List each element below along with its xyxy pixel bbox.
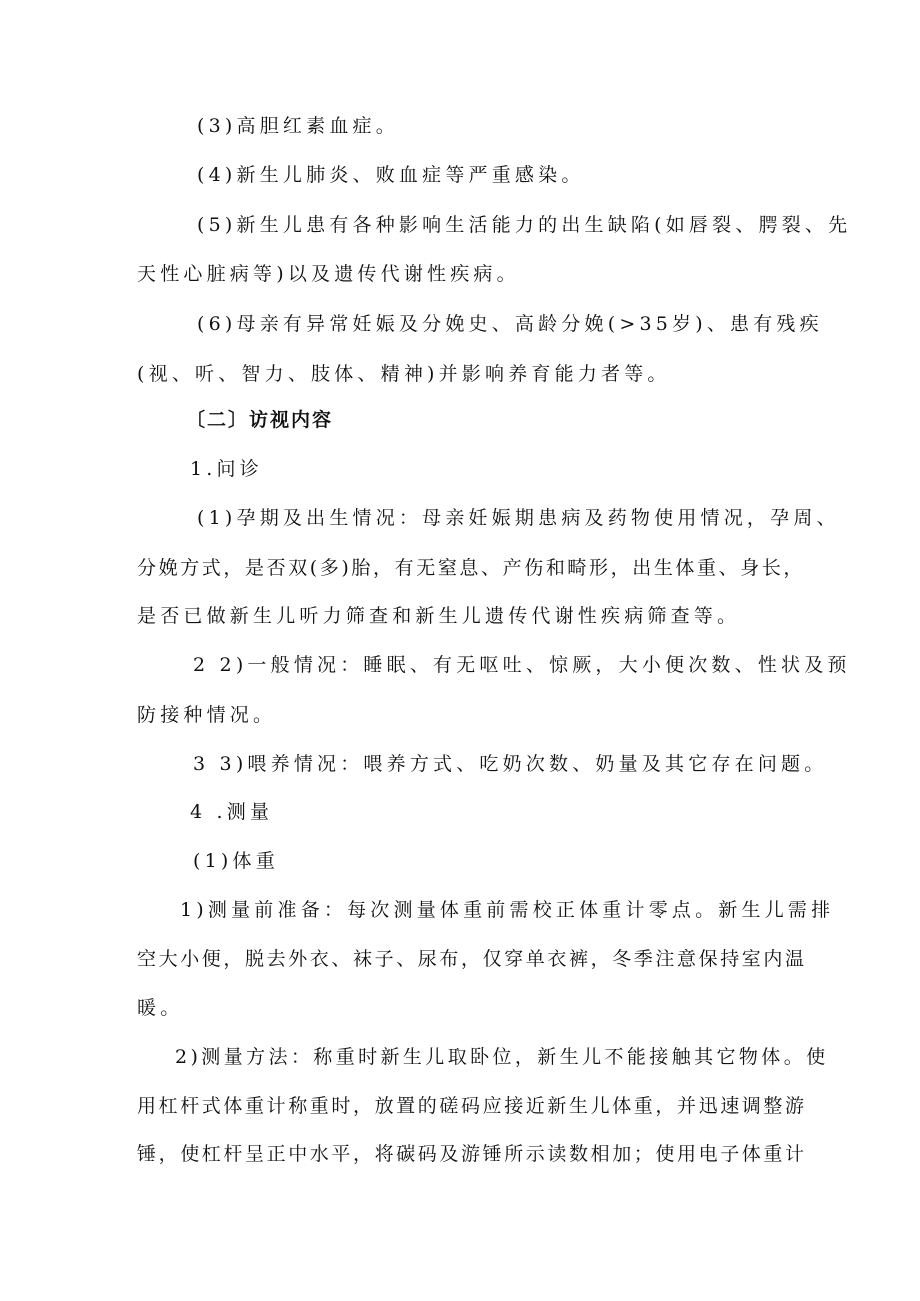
paragraph-general-condition-cont: 防接种情况。 <box>137 704 277 726</box>
subheading-weight: (1)体重 <box>193 850 279 872</box>
paragraph-preparation-cont1: 空大小便，脱去外衣、袜子、尿布，仅穿单衣裤，冬季注意保持室内温 <box>137 948 807 970</box>
paragraph-pregnancy-birth-cont2: 是否已做新生儿听力筛查和新生儿遗传代谢性疾病筛查等。 <box>137 605 741 627</box>
list-item-hyperbilirubinemia: (3)高胆红素血症。 <box>197 115 399 137</box>
list-item-mother-history-cont: (视、听、智力、肢体、精神)并影响养育能力者等。 <box>137 363 671 385</box>
paragraph-preparation: 1)测量前准备：每次测量体重前需校正体重计零点。新生儿需排 <box>180 899 835 921</box>
paragraph-general-condition: 2 2)一般情况：睡眠、有无呕吐、惊厥，大小便次数、性状及预 <box>193 654 851 676</box>
section-heading-visit-content: 〔二〕访视内容 <box>186 409 334 431</box>
paragraph-pregnancy-birth: (1)孕期及出生情况：母亲妊娠期患病及药物使用情况，孕周、 <box>197 507 840 529</box>
paragraph-method: 2)测量方法：称重时新生儿取卧位，新生儿不能接触其它物体。使 <box>175 1046 829 1068</box>
list-item-mother-history: (6)母亲有异常妊娠及分娩史、高龄分娩(>35岁)、患有残疾 <box>197 313 823 335</box>
list-item-birth-defects-cont: 天性心脏病等)以及遗传代谢性疾病。 <box>137 263 520 285</box>
subheading-inquiry: 1.问诊 <box>190 458 263 480</box>
paragraph-feeding: 3 3)喂养情况：喂养方式、吃奶次数、奶量及其它存在问题。 <box>193 753 828 775</box>
paragraph-method-cont2: 锤，使杠杆呈正中水平，将碳码及游锤所示读数相加；使用电子体重计 <box>137 1143 807 1165</box>
subheading-measurement: 4 .测量 <box>190 801 274 823</box>
list-item-birth-defects: (5)新生儿患有各种影响生活能力的出生缺陷(如唇裂、腭裂、先 <box>197 214 852 236</box>
list-item-infection: (4)新生儿肺炎、败血症等严重感染。 <box>197 164 585 186</box>
paragraph-preparation-cont2: 暖。 <box>137 997 184 1019</box>
paragraph-pregnancy-birth-cont1: 分娩方式，是否双(多)胎，有无窒息、产伤和畸形，出生体重、身长， <box>137 557 806 579</box>
paragraph-method-cont1: 用杠杆式体重计称重时，放置的磋码应接近新生儿体重，并迅速调整游 <box>137 1095 807 1117</box>
